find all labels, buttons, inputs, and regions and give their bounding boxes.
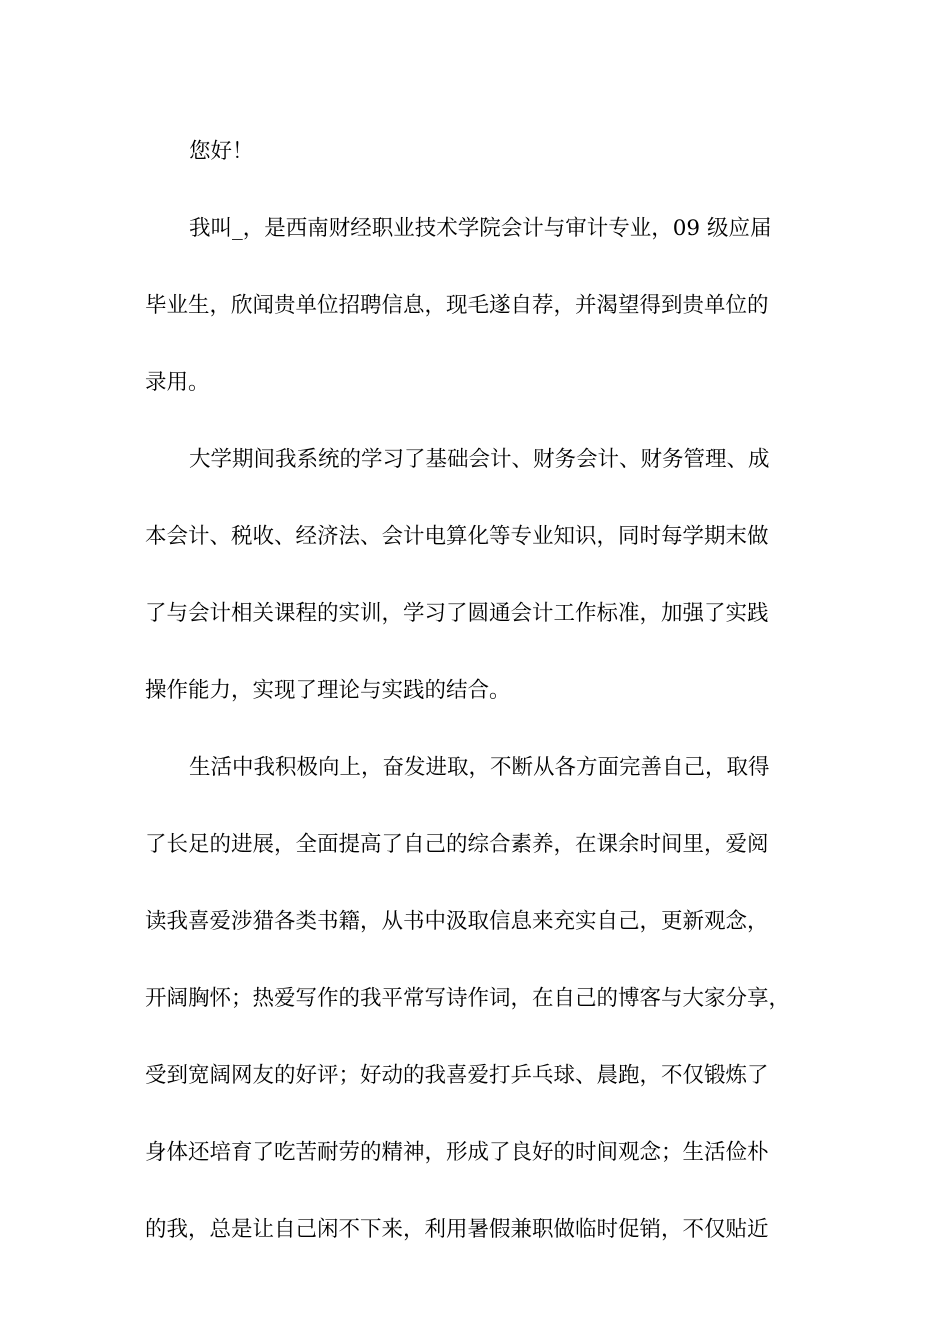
paragraph-2-line-2: 本会计、税收、经济法、会计电算化等专业知识，同时每学期末做 [145, 524, 769, 549]
paragraph-1-line-2: 毕业生，欣闻贵单位招聘信息，现毛遂自荐，并渴望得到贵单位的 [145, 293, 769, 318]
document-body [145, 128, 825, 1283]
paragraph-3-line-4: 开阔胸怀；热爱写作的我平常写诗作词，在自己的博客与大家分享， [145, 986, 791, 1011]
paragraph-2-line-3: 了与会计相关课程的实训，学习了圆通会计工作标准，加强了实践 [145, 601, 769, 626]
greeting-line: 您好！ [189, 139, 254, 164]
paragraph-2-line-4: 操作能力，实现了理论与实践的结合。 [145, 678, 511, 703]
paragraph-3-line-1: 生活中我积极向上，奋发进取，不断从各方面完善自己，取得 [189, 755, 770, 780]
paragraph-3-line-3: 读我喜爱涉猎各类书籍，从书中汲取信息来充实自己，更新观念， [145, 909, 769, 934]
paragraph-1-line-1: 我叫_，是西南财经职业技术学院会计与审计专业，09 级应届 [189, 216, 772, 241]
paragraph-1-line-3: 录用。 [145, 370, 210, 395]
paragraph-2-line-1: 大学期间我系统的学习了基础会计、财务会计、财务管理、成 [189, 447, 770, 472]
paragraph-3-line-6: 身体还培育了吃苦耐劳的精神，形成了良好的时间观念；生活俭朴 [145, 1140, 769, 1165]
paragraph-3-line-5: 受到宽阔网友的好评；好动的我喜爱打乒乓球、晨跑，不仅锻炼了 [145, 1063, 769, 1088]
paragraph-3-line-7: 的我，总是让自己闲不下来，利用暑假兼职做临时促销，不仅贴近 [145, 1217, 769, 1242]
paragraph-3-line-2: 了长足的进展，全面提高了自己的综合素养，在课余时间里，爱阅 [145, 832, 769, 857]
